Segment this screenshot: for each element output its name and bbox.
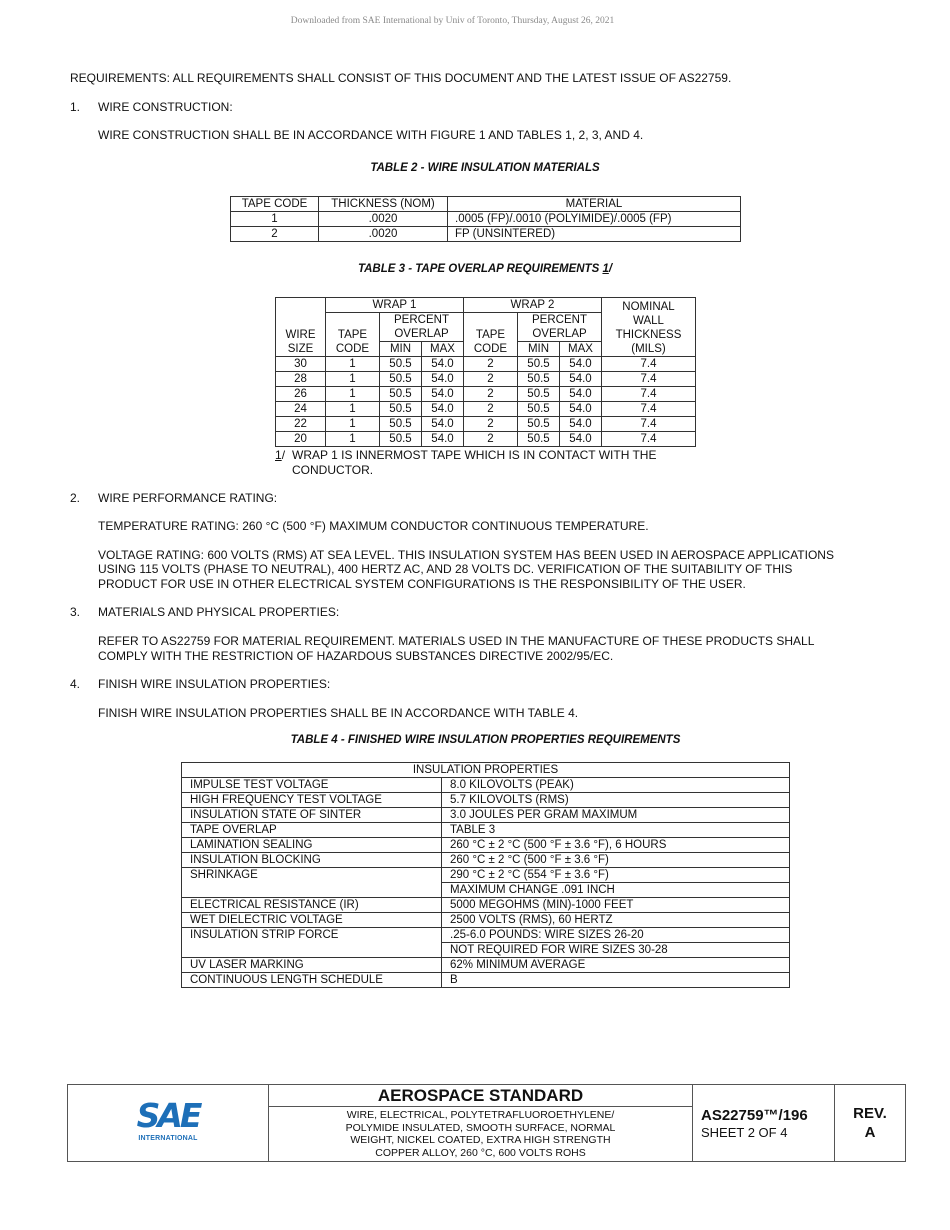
property-value: 260 °C ± 2 °C (500 °F ± 3.6 °F), 6 HOURS — [442, 838, 790, 853]
revision-label: REV. — [853, 1105, 887, 1122]
table-row — [231, 212, 741, 227]
table-cell: 50.5 — [518, 372, 560, 387]
property-value: 290 °C ± 2 °C (554 °F ± 3.6 °F) — [442, 868, 790, 883]
table-cell: 50.5 — [380, 357, 422, 372]
property-name: SHRINKAGE — [182, 868, 442, 898]
table-row — [276, 357, 696, 372]
table-cell: 1 — [326, 387, 380, 402]
doc-number: AS22759™/196 — [701, 1106, 808, 1124]
section-3-body-line-1: REFER TO AS22759 FOR MATERIAL REQUIREMENT. MATERIALS USED IN THE MANUFACTURE OF THESE PRODUCTS SHALL — [98, 634, 815, 648]
table-cell: 1 — [326, 432, 380, 447]
table-cell: 50.5 — [380, 432, 422, 447]
wrap-2-header: WRAP 2 — [464, 298, 602, 313]
section-1-number: 1. — [70, 100, 81, 114]
table-cell: .0020 — [319, 227, 448, 242]
max-header: MAX — [422, 342, 464, 357]
table-cell: 50.5 — [380, 417, 422, 432]
table-3-title — [275, 263, 695, 275]
column-header: MATERIAL — [448, 197, 741, 212]
property-name: INSULATION BLOCKING — [182, 853, 442, 868]
table-row — [182, 868, 790, 883]
property-name: HIGH FREQUENCY TEST VOLTAGE — [182, 793, 442, 808]
download-watermark: Downloaded from SAE International by Univ of Toronto, Thursday, August 26, 2021 — [290, 16, 615, 26]
section-2-number: 2. — [70, 491, 81, 505]
voltage-rating-line-2: USING 115 VOLTS (PHASE TO NEUTRAL), 400 HERTZ AC, AND 28 VOLTS DC. VERIFICATION OF THE SUITABILITY OF THIS — [98, 562, 793, 576]
table-cell: 54.0 — [560, 372, 602, 387]
table-cell: 50.5 — [518, 357, 560, 372]
table-cell: 7.4 — [602, 402, 696, 417]
section-4-heading: FINISH WIRE INSULATION PROPERTIES: — [98, 677, 331, 691]
table-cell: 30 — [276, 357, 326, 372]
max-header: MAX — [560, 342, 602, 357]
table-cell: FP (UNSINTERED) — [448, 227, 741, 242]
table-4 — [181, 762, 790, 988]
wire-size-header: WIRE SIZE — [276, 298, 326, 357]
table-row — [182, 973, 790, 988]
table-cell: 50.5 — [380, 387, 422, 402]
table-cell: .0005 (FP)/.0010 (POLYIMIDE)/.0005 (FP) — [448, 212, 741, 227]
table-cell: 54.0 — [422, 432, 464, 447]
property-name: IMPULSE TEST VOLTAGE — [182, 778, 442, 793]
min-header: MIN — [380, 342, 422, 357]
percent-overlap-header: PERCENT OVERLAP — [380, 313, 464, 342]
table-row — [276, 417, 696, 432]
table-4-title: TABLE 4 - FINISHED WIRE INSULATION PROPERTIES REQUIREMENTS — [290, 734, 681, 746]
table-row — [182, 853, 790, 868]
table-cell: 50.5 — [518, 387, 560, 402]
table-row — [182, 838, 790, 853]
property-value: 3.0 JOULES PER GRAM MAXIMUM — [442, 808, 790, 823]
table-3 — [275, 297, 696, 447]
section-4-number: 4. — [70, 677, 81, 691]
section-1-heading: WIRE CONSTRUCTION: — [98, 100, 233, 114]
property-name: ELECTRICAL RESISTANCE (IR) — [182, 898, 442, 913]
table-row — [182, 898, 790, 913]
table-header-row — [231, 197, 741, 212]
table-row — [276, 387, 696, 402]
table-cell: 7.4 — [602, 357, 696, 372]
table-2 — [230, 196, 741, 242]
table-cell: 50.5 — [518, 432, 560, 447]
table-cell: 7.4 — [602, 372, 696, 387]
requirements-intro: REQUIREMENTS: ALL REQUIREMENTS SHALL CONSIST OF THIS DOCUMENT AND THE LATEST ISSUE OF AS22759. — [70, 71, 732, 85]
footnote-ref: 1 — [602, 263, 609, 275]
footnote-ref: 1 — [275, 448, 282, 462]
title-block — [67, 1084, 906, 1162]
table-cell: 54.0 — [560, 417, 602, 432]
property-value: 62% MINIMUM AVERAGE — [442, 958, 790, 973]
standard-title: AEROSPACE STANDARD — [269, 1085, 693, 1107]
property-name: INSULATION STATE OF SINTER — [182, 808, 442, 823]
property-value: MAXIMUM CHANGE .091 INCH — [442, 883, 790, 898]
property-value: B — [442, 973, 790, 988]
temperature-rating: TEMPERATURE RATING: 260 °C (500 °F) MAXIMUM CONDUCTOR CONTINUOUS TEMPERATURE. — [98, 519, 649, 533]
footnote-text-line-1: WRAP 1 IS INNERMOST TAPE WHICH IS IN CONTACT WITH THE — [292, 448, 657, 462]
table-cell: 2 — [464, 402, 518, 417]
voltage-rating-line-3: PRODUCT FOR USE IN OTHER ELECTRICAL SYSTEM CONFIGURATIONS IS THE RESPONSIBILITY OF THE USER. — [98, 577, 746, 591]
sheet-number: SHEET 2 OF 4 — [701, 1124, 788, 1140]
table-cell: 1 — [326, 402, 380, 417]
table-cell: 2 — [464, 432, 518, 447]
table-cell: 2 — [464, 357, 518, 372]
wrap-1-header: WRAP 1 — [326, 298, 464, 313]
table-cell: 7.4 — [602, 432, 696, 447]
logo-cell — [68, 1085, 269, 1162]
table-cell: .0020 — [319, 212, 448, 227]
table-cell: 54.0 — [560, 402, 602, 417]
table-cell: 7.4 — [602, 387, 696, 402]
percent-overlap-header: PERCENT OVERLAP — [518, 313, 602, 342]
table-cell: 50.5 — [380, 402, 422, 417]
property-value: NOT REQUIRED FOR WIRE SIZES 30-28 — [442, 943, 790, 958]
column-header: TAPE CODE — [231, 197, 319, 212]
property-value: 2500 VOLTS (RMS), 60 HERTZ — [442, 913, 790, 928]
table-cell: 2 — [464, 372, 518, 387]
table-3-title-text: TABLE 3 - TAPE OVERLAP REQUIREMENTS — [357, 263, 603, 275]
doc-number-cell — [693, 1085, 835, 1162]
table-cell: 22 — [276, 417, 326, 432]
table-cell: 24 — [276, 402, 326, 417]
sae-logo — [136, 1096, 200, 1146]
table-cell: 1 — [326, 372, 380, 387]
standard-description: WIRE, ELECTRICAL, POLYTETRAFLUOROETHYLENE/ POLYMIDE INSULATED, SMOOTH SURFACE, NORMAL WEIGHT, NICKEL COATED, EXTRA HIGH STRENGTH COPPER ALLOY, 260 °C, 600 VOLTS ROHS — [269, 1107, 693, 1162]
property-value: 5000 MEGOHMS (MIN)-1000 FEET — [442, 898, 790, 913]
table-header: INSULATION PROPERTIES — [182, 763, 790, 778]
table-2-title: TABLE 2 - WIRE INSULATION MATERIALS — [370, 162, 600, 174]
section-1-body: WIRE CONSTRUCTION SHALL BE IN ACCORDANCE WITH FIGURE 1 AND TABLES 1, 2, 3, AND 4. — [98, 128, 644, 142]
table-cell: 54.0 — [422, 402, 464, 417]
table-cell: 2 — [464, 417, 518, 432]
property-name: TAPE OVERLAP — [182, 823, 442, 838]
table-row — [182, 928, 790, 943]
table-cell: 54.0 — [422, 357, 464, 372]
tape-code-header: TAPE CODE — [464, 313, 518, 357]
footnote-text-line-2: CONDUCTOR. — [292, 462, 374, 477]
property-value: TABLE 3 — [442, 823, 790, 838]
table-row — [231, 227, 741, 242]
table-cell: 50.5 — [518, 417, 560, 432]
min-header: MIN — [518, 342, 560, 357]
table-cell: 54.0 — [560, 357, 602, 372]
table-row — [276, 432, 696, 447]
table-cell: 2 — [231, 227, 319, 242]
table-row — [276, 402, 696, 417]
section-3-body-line-2: COMPLY WITH THE RESTRICTION OF HAZARDOUS SUBSTANCES DIRECTIVE 2002/95/EC. — [98, 649, 614, 663]
table-cell: 2 — [464, 387, 518, 402]
table-cell: 1 — [326, 357, 380, 372]
property-value: 260 °C ± 2 °C (500 °F ± 3.6 °F) — [442, 853, 790, 868]
table-row — [182, 793, 790, 808]
property-value: .25-6.0 POUNDS: WIRE SIZES 26-20 — [442, 928, 790, 943]
table-cell: 50.5 — [380, 372, 422, 387]
section-3-heading: MATERIALS AND PHYSICAL PROPERTIES: — [98, 605, 340, 619]
property-name: LAMINATION SEALING — [182, 838, 442, 853]
table-cell: 54.0 — [422, 372, 464, 387]
section-2-heading: WIRE PERFORMANCE RATING: — [98, 491, 278, 505]
table-cell: 50.5 — [518, 402, 560, 417]
property-name: CONTINUOUS LENGTH SCHEDULE — [182, 973, 442, 988]
footnote-ref-slash: / — [281, 448, 286, 462]
table-cell: 20 — [276, 432, 326, 447]
tape-code-header: TAPE CODE — [326, 313, 380, 357]
table-cell: 54.0 — [560, 387, 602, 402]
property-name: UV LASER MARKING — [182, 958, 442, 973]
nominal-wall-header: NOMINAL WALL THICKNESS (MILS) — [602, 298, 696, 357]
table-cell: 26 — [276, 387, 326, 402]
table-row — [276, 372, 696, 387]
footnote-ref-slash: / — [608, 263, 613, 275]
revision-value: A — [864, 1124, 876, 1141]
table-cell: 1 — [326, 417, 380, 432]
table-cell: 54.0 — [422, 387, 464, 402]
table-cell: 28 — [276, 372, 326, 387]
table-row — [182, 808, 790, 823]
table-row — [182, 823, 790, 838]
sae-logo-subtext: INTERNATIONAL — [138, 1135, 198, 1142]
revision-cell — [835, 1085, 906, 1162]
table-row — [182, 958, 790, 973]
column-header: THICKNESS (NOM) — [319, 197, 448, 212]
voltage-rating-line-1: VOLTAGE RATING: 600 VOLTS (RMS) AT SEA LEVEL. THIS INSULATION SYSTEM HAS BEEN USED IN AEROSPACE APPLICATIONS — [98, 548, 834, 562]
table-cell: 54.0 — [560, 432, 602, 447]
table-cell: 1 — [231, 212, 319, 227]
table-cell: 54.0 — [422, 417, 464, 432]
sae-logo-mark: SAE — [136, 1096, 200, 1135]
table-row — [182, 913, 790, 928]
table-cell: 7.4 — [602, 417, 696, 432]
property-name: INSULATION STRIP FORCE — [182, 928, 442, 958]
section-4-body: FINISH WIRE INSULATION PROPERTIES SHALL BE IN ACCORDANCE WITH TABLE 4. — [98, 706, 579, 720]
section-3-number: 3. — [70, 605, 81, 619]
property-value: 5.7 KILOVOLTS (RMS) — [442, 793, 790, 808]
property-value: 8.0 KILOVOLTS (PEAK) — [442, 778, 790, 793]
table-row — [182, 778, 790, 793]
table-3-footnote — [275, 448, 657, 477]
property-name: WET DIELECTRIC VOLTAGE — [182, 913, 442, 928]
